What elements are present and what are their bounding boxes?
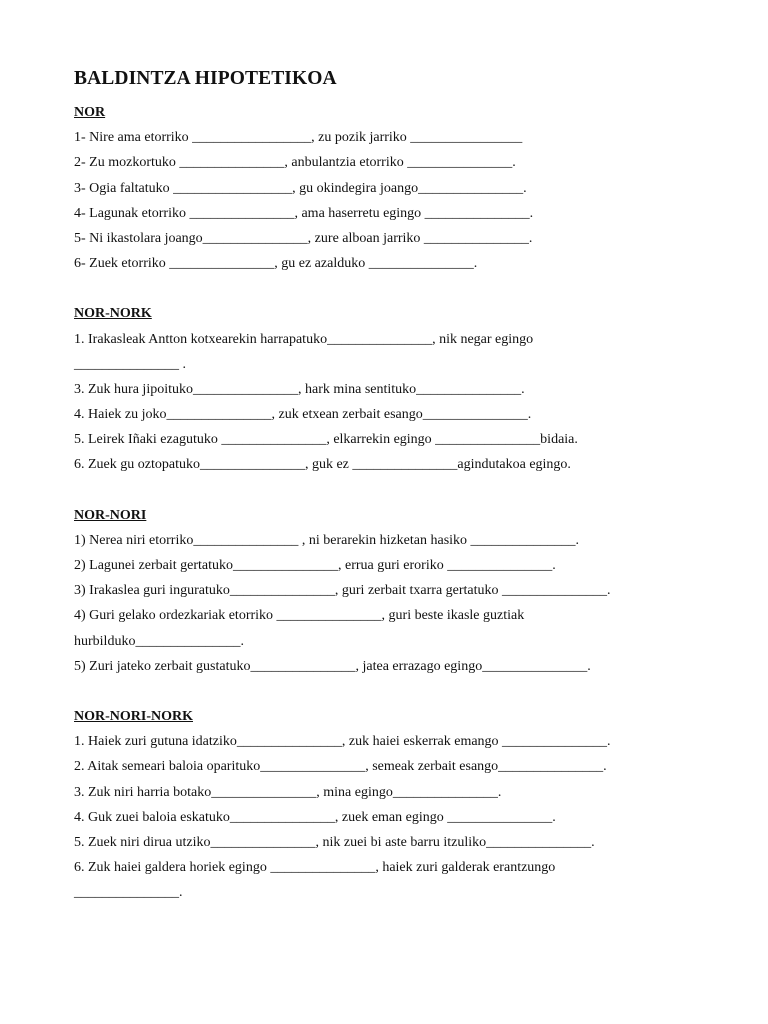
exercise-line: 2. Aitak semeari baloia oparituko_______________, semeak zerbait esango_______________.: [74, 759, 607, 775]
exercise-line: 4) Guri gelako ordezkariak etorriko _______________, guri beste ikasle guztiak: [74, 608, 525, 624]
section-nor-nork: [74, 301, 714, 477]
exercise-line: 5- Ni ikastolara joango_______________, zure alboan jarriko _______________.: [74, 230, 533, 246]
document-body: [74, 100, 714, 930]
exercise-line: 6. Zuk haiei galdera horiek egingo _______________, haiek zuri galderak erantzungo: [74, 860, 556, 876]
exercise-line: 2) Lagunei zerbait gertatuko_______________, errua guri eroriko _______________.: [74, 558, 556, 573]
exercise-line: 4- Lagunak etorriko _______________, ama haserretu egingo _______________.: [74, 205, 534, 221]
exercise-line: 2- Zu mozkortuko _______________, anbulantzia etorriko _______________.: [74, 155, 516, 171]
section-nor-nori-nork: [74, 704, 714, 906]
exercise-line: 5. Leirek Iñaki ezagutuko _______________, elkarrekin egingo _______________bidaia.: [74, 432, 578, 448]
exercise-line: 5) Zuri jateko zerbait gustatuko_______________, jatea errazago egingo_______________.: [74, 658, 591, 674]
exercise-line: _______________.: [74, 885, 183, 901]
exercise-line: 6. Zuek gu oztopatuko_______________, guk ez _______________agindutakoa egingo.: [74, 457, 571, 473]
exercise-line: 3. Zuk hura jipoituko_______________, hark mina sentituko_______________.: [74, 381, 525, 397]
exercise-line: _______________ .: [74, 356, 186, 372]
section-heading-nor-nori: NOR-NORI: [74, 507, 147, 523]
document-title: BALDINTZA HIPOTETIKOA: [74, 68, 337, 89]
exercise-line: 3) Irakaslea guri inguratuko_______________, guri zerbait txarra gertatuko _______________.: [74, 583, 611, 599]
exercise-line: 1- Nire ama etorriko _________________, zu pozik jarriko ________________: [74, 130, 523, 146]
exercise-line: 3- Ogia faltatuko _________________, gu okindegira joango_______________.: [74, 180, 527, 196]
exercise-line: hurbilduko_______________.: [74, 633, 244, 649]
section-heading-nor: NOR: [74, 105, 106, 120]
section-nor: [74, 100, 714, 276]
exercise-line: 3. Zuk niri harria botako_______________, mina egingo_______________.: [74, 784, 502, 800]
section-heading-nor-nori-nork: NOR-NORI-NORK: [74, 708, 193, 724]
exercise-line: 1. Haiek zuri gutuna idatziko_______________, zuk haiei eskerrak emango _______________.: [74, 734, 611, 750]
exercise-line: 4. Haiek zu joko_______________, zuk etxean zerbait esango_______________.: [74, 407, 532, 423]
exercise-line: 1) Nerea niri etorriko_______________ , ni berarekin hizketan hasiko _______________.: [74, 532, 580, 548]
exercise-line: 1. Irakasleak Antton kotxearekin harrapatuko_______________, nik negar egingo: [74, 331, 534, 347]
exercise-line: 4. Guk zuei baloia eskatuko_______________, zuek eman egingo _______________.: [74, 809, 556, 825]
section-heading-nor-nork: NOR-NORK: [74, 306, 152, 322]
section-nor-nori: [74, 503, 714, 679]
exercise-line: 5. Zuek niri dirua utziko_______________, nik zuei bi aste barru itzuliko_______________.: [74, 834, 595, 850]
exercise-line: 6- Zuek etorriko _______________, gu ez azalduko _______________.: [74, 256, 478, 272]
